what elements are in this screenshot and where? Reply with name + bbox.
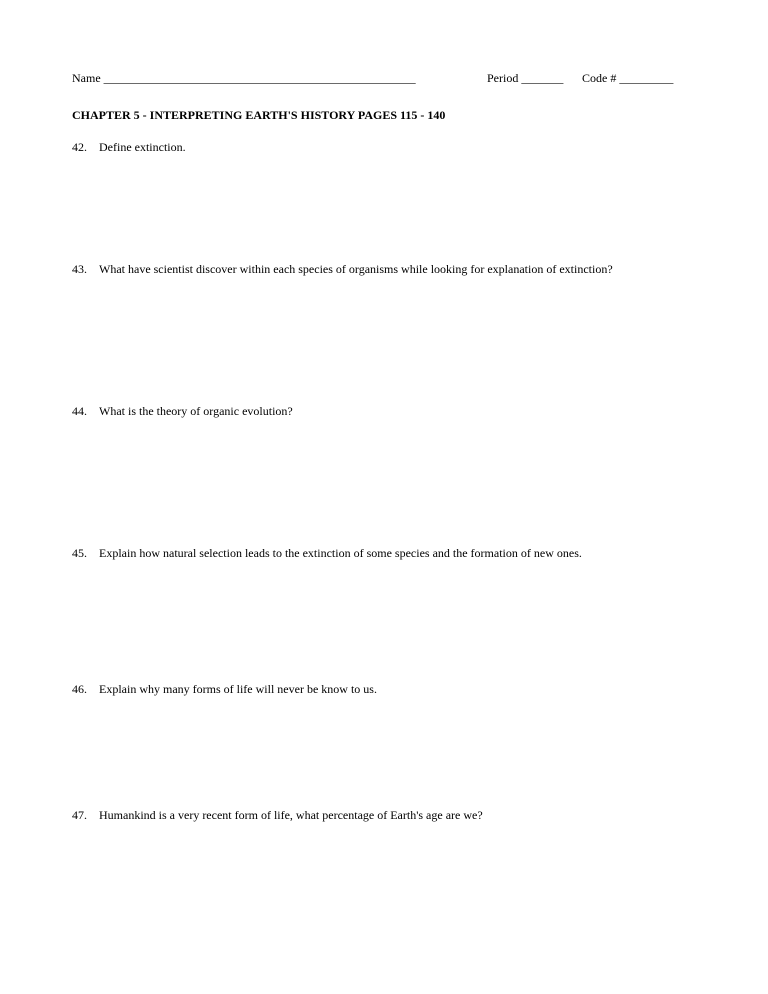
question-text: Explain why many forms of life will never be know to us.: [99, 682, 377, 696]
question-47: [72, 808, 483, 823]
name-field: Name ____________________________________________________: [72, 71, 416, 85]
question-46: [72, 682, 377, 697]
question-text: What is the theory of organic evolution?: [99, 404, 293, 418]
chapter-title: CHAPTER 5 - INTERPRETING EARTH'S HISTORY PAGES 115 - 140: [72, 108, 446, 122]
question-45: [72, 546, 582, 561]
question-number: 44.: [72, 404, 87, 418]
period-field: Period _______: [487, 71, 564, 85]
question-number: 47.: [72, 808, 87, 822]
question-number: 43.: [72, 262, 87, 276]
question-42: [72, 140, 186, 155]
question-43: [72, 262, 613, 277]
question-text: What have scientist discover within each species of organisms while looking for explanation of extinction?: [99, 262, 613, 276]
question-number: 45.: [72, 546, 87, 560]
question-number: 42.: [72, 140, 87, 154]
question-text: Define extinction.: [99, 140, 186, 154]
code-field: Code # _________: [582, 71, 674, 85]
question-text: Humankind is a very recent form of life, what percentage of Earth's age are we?: [99, 808, 483, 822]
question-text: Explain how natural selection leads to the extinction of some species and the formation of new ones.: [99, 546, 582, 560]
question-44: [72, 404, 293, 419]
header-row: [72, 71, 692, 87]
question-number: 46.: [72, 682, 87, 696]
